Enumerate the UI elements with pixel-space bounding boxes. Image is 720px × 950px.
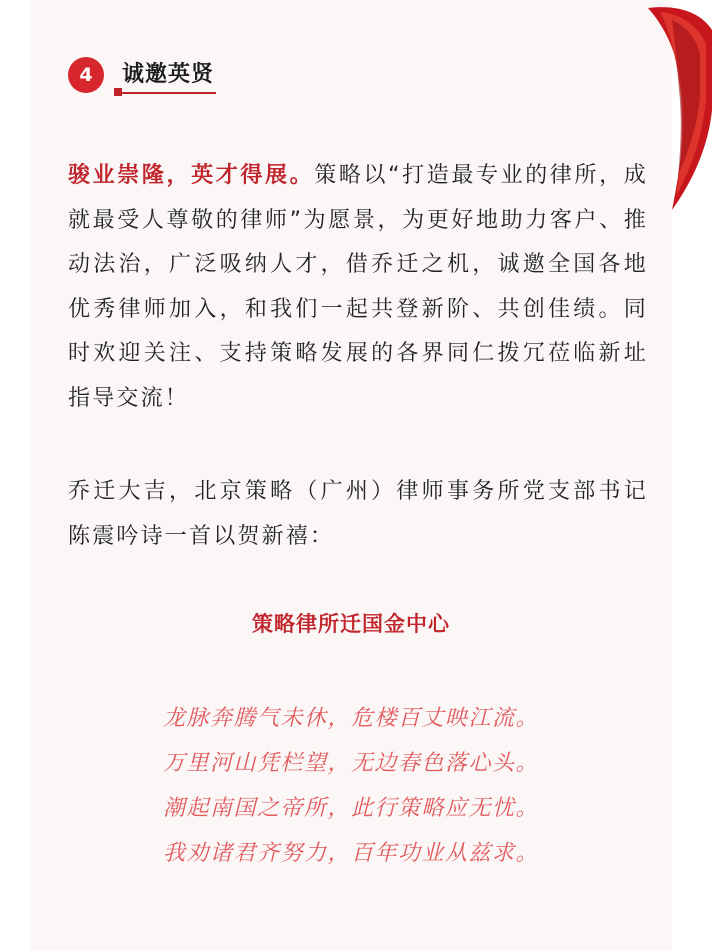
section-title — [120, 57, 216, 94]
intro-paragraph — [68, 154, 648, 422]
section-number-badge: 4 — [68, 57, 104, 93]
section-heading — [68, 56, 216, 94]
poem-line: 潮起南国之帝所，此行策略应无忧。 — [162, 796, 539, 821]
intro-lead: 骏业崇隆，英才得展。 — [68, 163, 315, 188]
poem-line: 我劝诸君齐努力，百年功业从兹求。 — [162, 841, 539, 866]
poem-line: 万里河山凭栏望，无边春色落心头。 — [162, 751, 539, 776]
poem-body — [30, 696, 672, 876]
poem-line: 龙脉奔腾气未休，危楼百丈映江流。 — [162, 706, 539, 731]
poem-title: 策略律所迁国金中心 — [252, 612, 450, 636]
intro-body: 策略以“打造最专业的律所，成就最受人尊敬的律师”为愿景，为更好地助力客户、推动法治，广泛吸纳人才，借乔迁之机，诚邀全国各地优秀律师加入，和我们一起共登新阶、共创佳绩。同时欢迎关注、支持策略发展的各界同仁拨冗莅临新址指导交流！ — [68, 163, 648, 411]
title-underline-mark — [114, 88, 122, 96]
section-title-text: 诚邀英贤 — [122, 61, 215, 87]
dedication-paragraph: 乔迁大吉，北京策略（广州）律师事务所党支部书记陈震吟诗一首以贺新禧： — [68, 479, 648, 549]
